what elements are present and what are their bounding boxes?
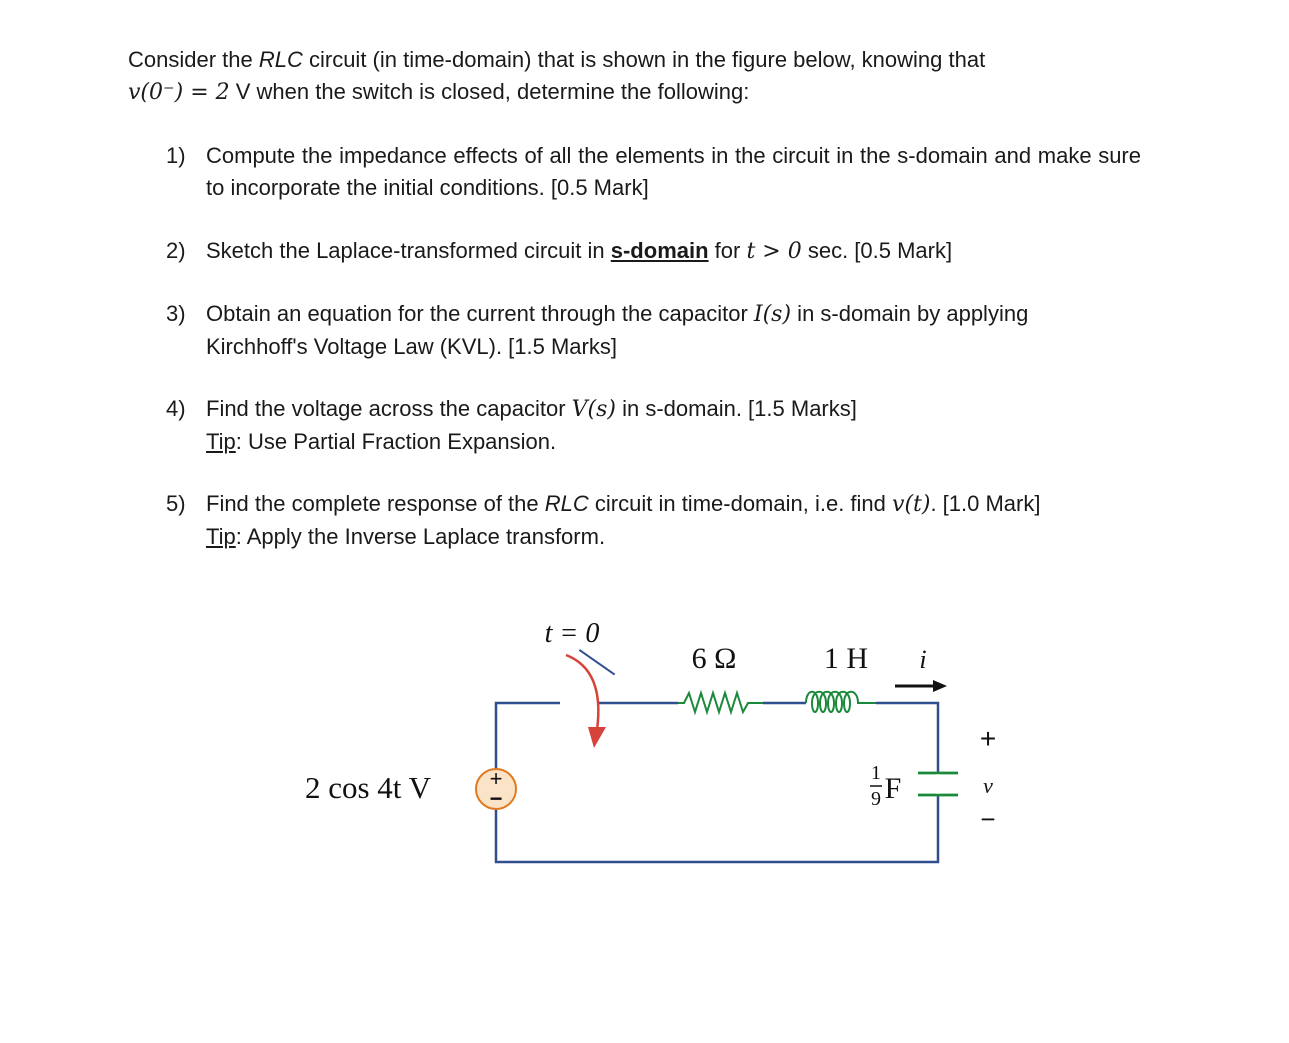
q5-rlc: RLC [544,491,589,516]
switch-blade [579,650,614,675]
q3-text-a: Obtain an equation for the current through the capacitor [206,301,754,326]
q5-text-b: circuit in time-domain, i.e. find [588,491,893,516]
q2-text-a: Sketch the Laplace-transformed circuit in [206,238,611,263]
source-plus-sign: + [489,766,503,791]
q2-math: t > 0 [746,239,802,264]
cap-fraction-numerator: 1 [871,762,881,784]
q3-text-b: in s-domain by applying [791,301,1029,326]
current-arrow-head [933,680,947,692]
tip-text: : Use Partial Fraction Expansion. [235,429,557,454]
q5-math: v(t) [892,492,931,517]
tip-label: Tip [206,524,236,549]
source-label: 2 cos 4t V [304,770,432,805]
q4-text-a: Find the voltage across the capacitor [206,396,572,421]
question-number: 1) [166,143,186,168]
resistor-label: 6 Ω [691,642,737,675]
question-text: Compute the impedance effects of all the elements in the circuit in the s-domain and make sure to incorporate the initial conditions. [0.5 Mark] [206,143,1141,200]
initial-condition: v(0⁻) = 2 [128,80,230,105]
switch-arrow-arc [566,655,598,730]
voltage-label: v [983,773,993,798]
intro-text-2: V when the switch is closed, determine the following: [229,79,750,104]
q5-text-a: Find the complete response of the [206,491,545,516]
intro-rlc: RLC [258,47,303,72]
q3-math: I(s) [753,302,792,327]
current-label: i [919,645,927,674]
question-number: 4) [166,396,186,421]
q2-text-d: sec. [0.5 Mark] [801,238,953,263]
cap-fraction-denominator: 9 [871,788,881,810]
resistor-symbol [678,693,763,712]
q2-text-c: for [708,238,747,263]
q5-text-c: . [1.0 Mark] [930,491,1041,516]
q2-s-domain: s-domain [610,238,709,263]
cap-unit-label: F [884,772,902,805]
tip-text: : Apply the Inverse Laplace transform. [235,524,606,549]
question-number: 2) [166,238,186,263]
source-minus-sign: − [489,786,503,811]
switch-arrow-head [588,727,606,748]
tip-label: Tip [206,429,236,454]
intro-text-a: Consider the [128,47,259,72]
question-number: 5) [166,491,186,516]
switch [566,650,615,748]
inductor-label: 1 H [823,642,869,675]
wire-left-top [496,703,560,769]
wire-right-top [876,703,938,773]
q3-line-2: Kirchhoff's Voltage Law (KVL). [1.5 Marks] [206,334,617,359]
q4-math: V(s) [571,397,616,422]
voltage-minus-sign: − [980,804,996,834]
intro-text-c: circuit (in time-domain) that is shown in the figure below, knowing that [302,47,986,72]
question-number: 3) [166,301,186,326]
switch-label: t = 0 [544,618,600,649]
inductor-symbol [806,692,876,712]
q4-text-b: in s-domain. [1.5 Marks] [616,396,857,421]
voltage-plus-sign: + [979,723,997,754]
